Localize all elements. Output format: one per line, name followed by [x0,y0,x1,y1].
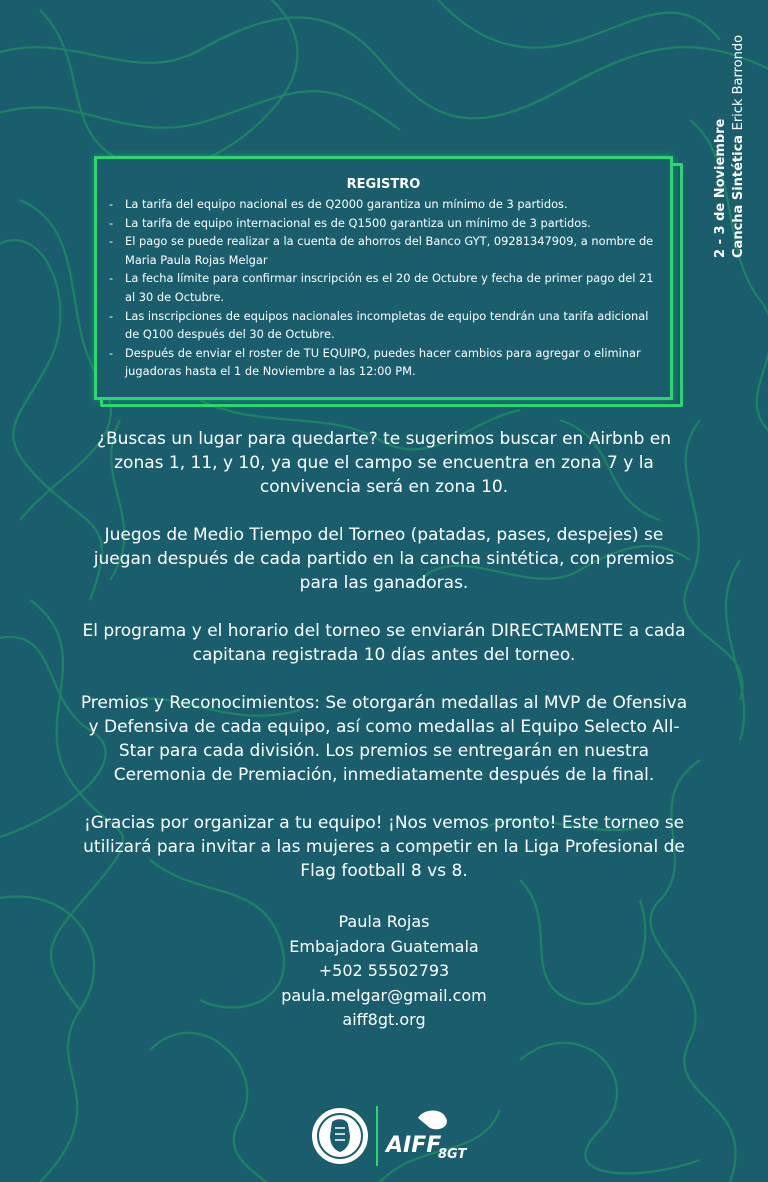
registration-list [107,195,662,381]
footer-logos [300,1100,470,1170]
registration-item: - La tarifa del equipo nacional es de Q2000 garantiza un mínimo de 3 partidos. [107,195,662,214]
contact-email: paula.melgar@gmail.com [281,985,487,1005]
event-venue-name: Erick Barrondo [731,34,746,131]
aiff-logo-text: AIFF [386,1133,442,1158]
aiff-logo-subtext: 8GT [438,1147,467,1162]
event-side-banner [712,18,760,268]
event-dates: 2 - 3 de Noviembre [713,118,728,258]
awards-paragraph: Premios y Reconocimientos: Se otorgarán medallas al MVP de Ofensiva y Defensiva de cada equipo, así como medallas al Equipo Selecto All-Star para cada división. Los premios se entregarán en nuestra Ceremonia de Premiación, inmediatamente después de la final. [80,693,688,785]
registration-item: - La fecha límite para confirmar inscripción es el 20 de Octubre y fecha de primer pago del 21 al 30 de Octubre. [107,269,662,306]
aiff-8gt-logo [384,1111,467,1163]
contact-website: aiff8gt.org [342,1010,426,1029]
contact-role: Embajadora Guatemala [289,936,479,956]
schedule-paragraph: El programa y el horario del torneo se enviarán DIRECTAMENTE a cada capitana registrada 10 días antes del torneo. [82,621,686,665]
lodging-paragraph: ¿Buscas un lugar para quedarte? te sugerimos buscar en Airbnb en zonas 1, 11, y 10, ya que el campo se encuentra en zona 7 y la convivencia será en zona 10. [96,429,672,497]
halftime-games-paragraph: Juegos de Medio Tiempo del Torneo (patadas, pases, despejes) se juegan después de cada partido en la cancha sintética, con premios para las ganadoras. [93,525,675,593]
info-paragraphs [78,427,690,907]
registration-box [94,156,673,400]
event-venue-type: Cancha Sintética [731,134,746,258]
registration-title: REGISTRO [346,177,421,192]
contact-phone: +502 55502793 [318,961,450,980]
registration-item: - El pago se puede realizar a la cuenta de ahorros del Banco GYT, 09281347909, a nombre de Maria Paula Rojas Melgar [107,232,662,269]
thanks-paragraph: ¡Gracias por organizar a tu equipo! ¡Nos vemos pronto! Este torneo se utilizará para invitar a las mujeres a competir en la Liga Profesional de Flag football 8 vs 8. [83,813,685,881]
registration-item: - La tarifa de equipo internacional es de Q1500 garantiza un mínimo de 3 partidos. [107,214,662,233]
contact-block [78,910,690,1033]
registration-item: - Después de enviar el roster de TU EQUIPO, puedes hacer cambios para agregar o eliminar jugadoras hasta el 1 de Noviembre a las 12:00 PM. [107,344,662,381]
registration-item: - Las inscripciones de equipos nacionales incompletas de equipo tendrán una tarifa adicional de Q100 después del 30 de Octubre. [107,307,662,344]
contact-name: Paula Rojas [338,912,430,931]
